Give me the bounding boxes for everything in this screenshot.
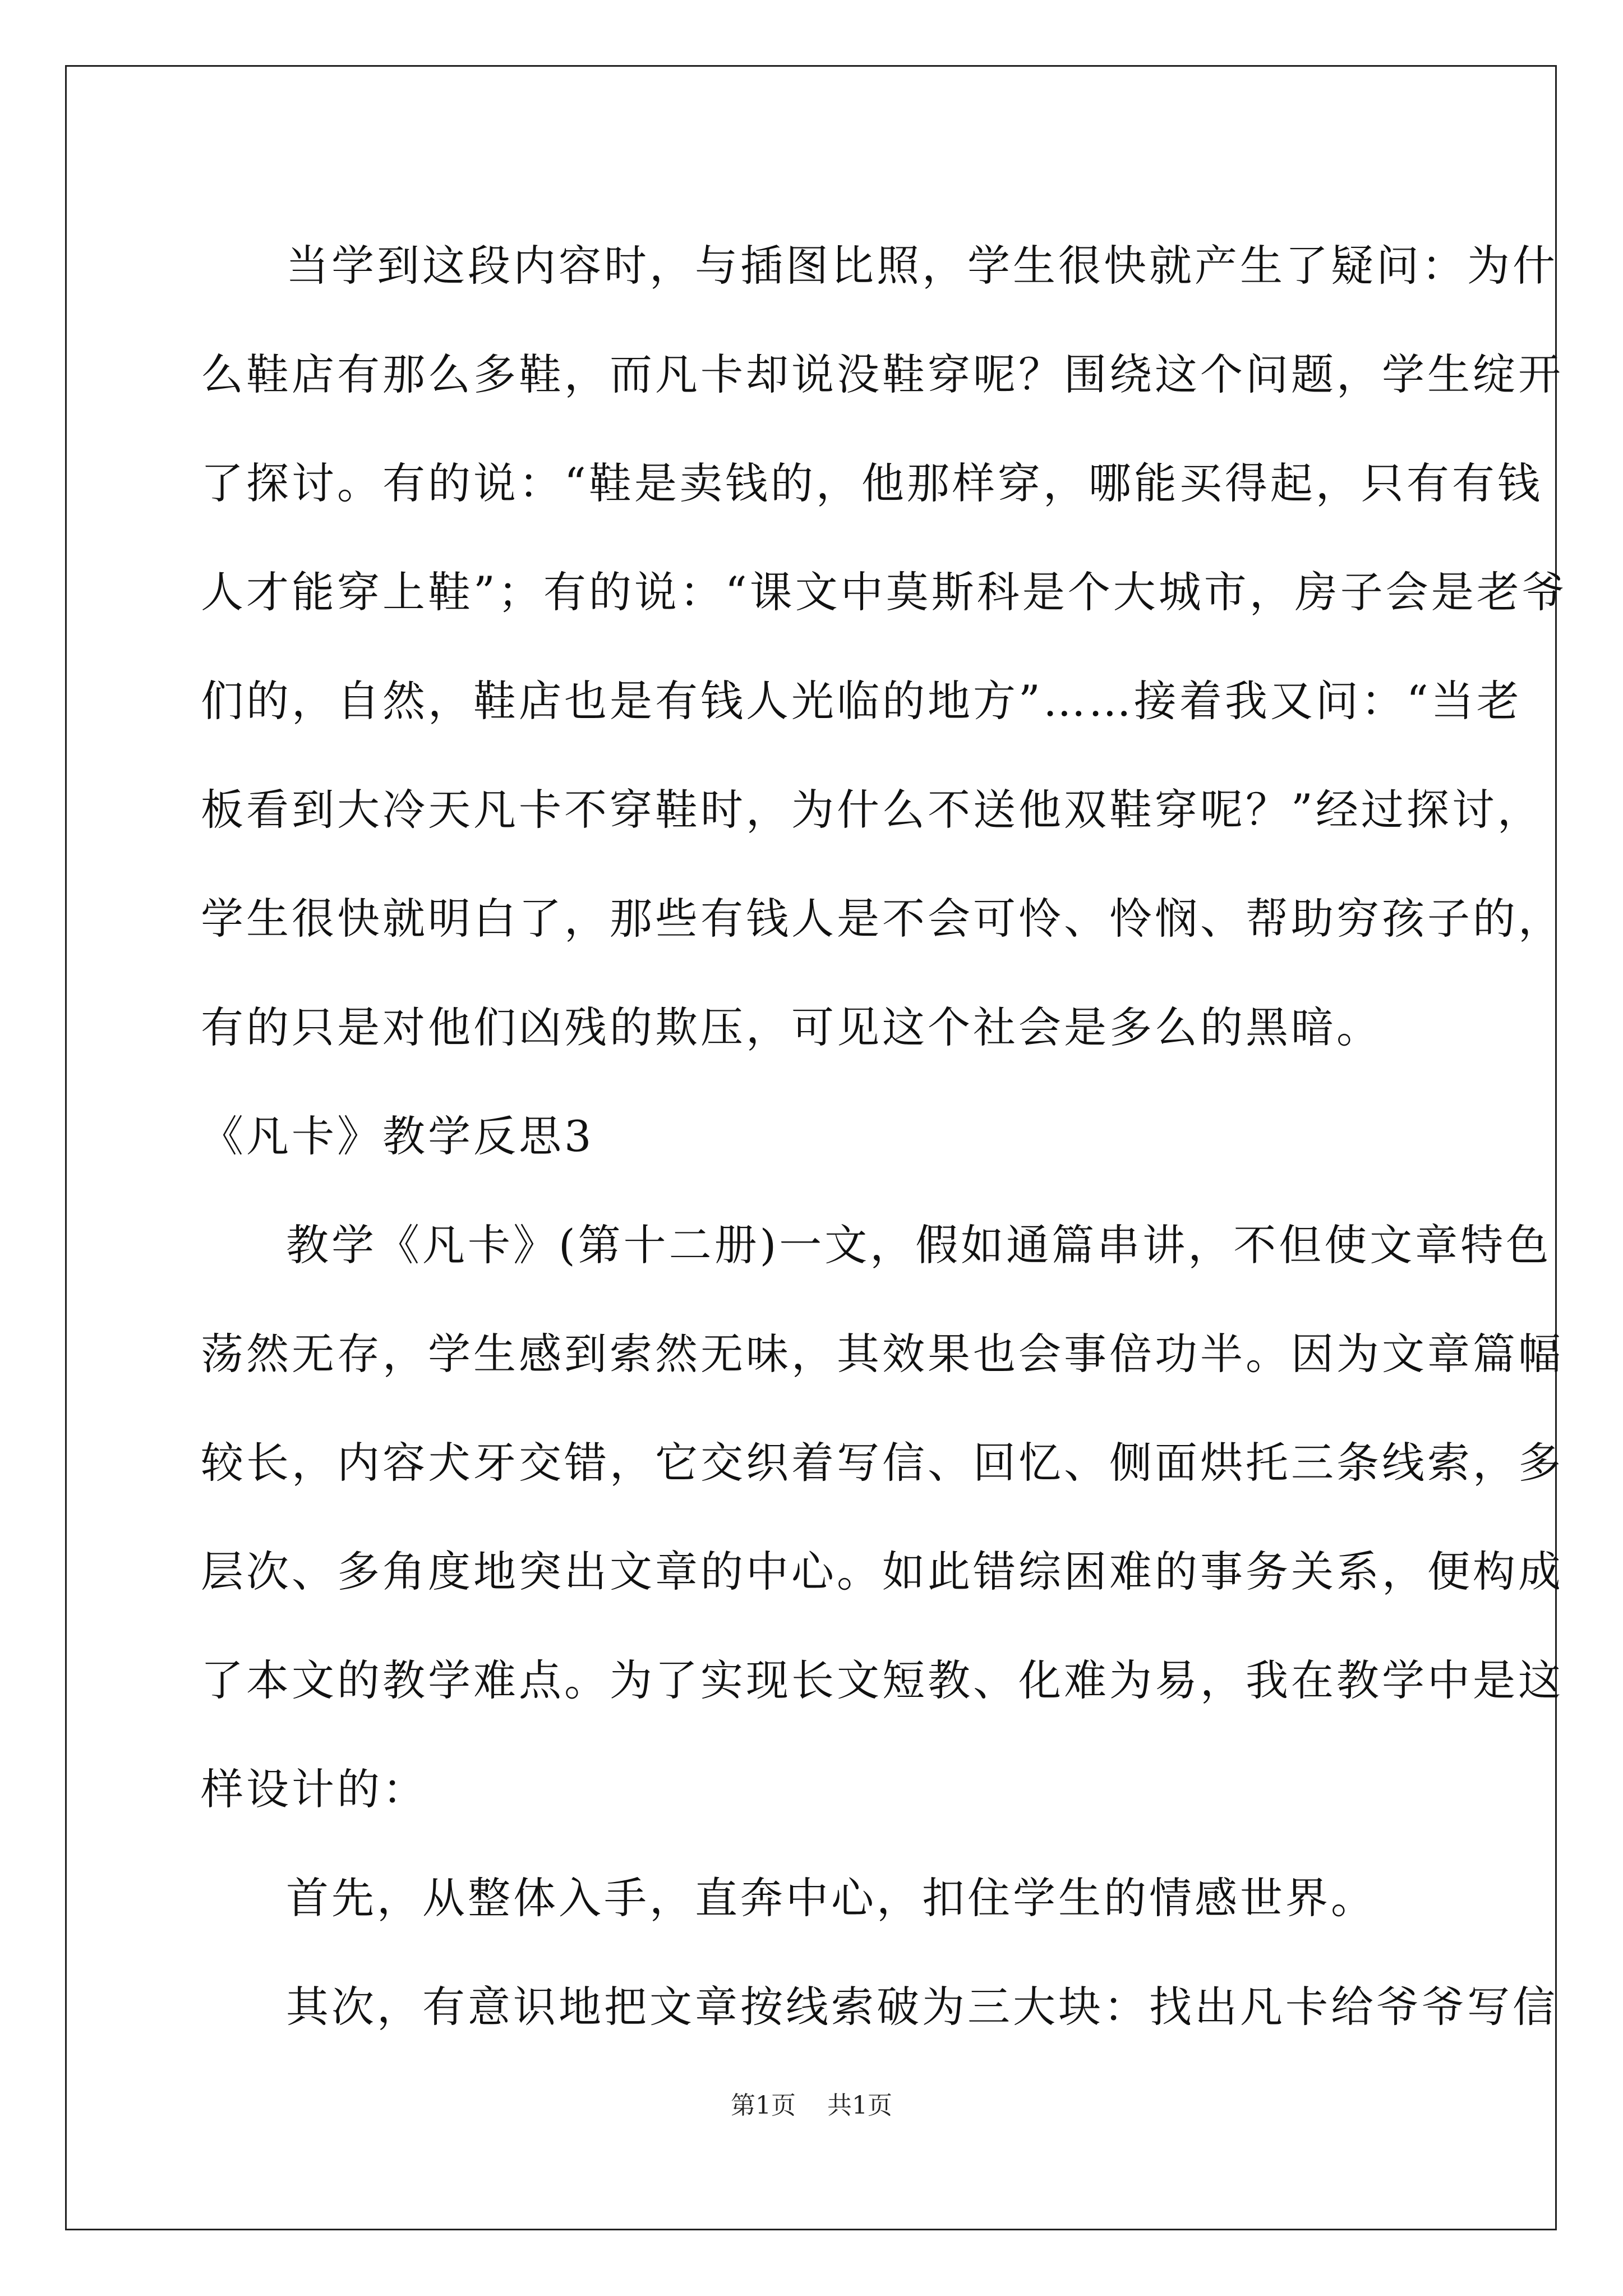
paragraph-line: 板看到大冷天凡卡不穿鞋时，为什么不送他双鞋穿呢？”经过探讨， [201, 785, 1543, 835]
paragraph-line: 有的只是对他们凶残的欺压，可见这个社会是多么的黑暗。 [201, 1002, 1382, 1052]
paragraph-line: 首先，从整体入手，直奔中心，扣住学生的情感世界。 [286, 1873, 1376, 1923]
paragraph-line: 学生很快就明白了，那些有钱人是不会可怜、怜悯、帮助穷孩子的， [201, 894, 1564, 944]
paragraph-line: 荡然无存，学生感到索然无味，其效果也会事倍功半。因为文章篇幅 [201, 1329, 1564, 1379]
document-body [201, 211, 1567, 2062]
page-number-current: 第1页 [731, 2091, 796, 2120]
paragraph-line: 较长，内容犬牙交错，它交织着写信、回忆、侧面烘托三条线索，多 [201, 1438, 1564, 1488]
page-number-total: 共1页 [827, 2091, 892, 2120]
page-footer [0, 2089, 1623, 2123]
paragraph-line: 教学《凡卡》(第十二册)一文，假如通篇串讲，不但使文章特色 [286, 1220, 1552, 1270]
paragraph-line: 样设计的： [201, 1764, 428, 1814]
paragraph-line: 其次，有意识地把文章按线索破为三大块：找出凡卡给爷爷写信 [286, 1982, 1558, 2032]
paragraph-line: 了本文的教学难点。为了实现长文短教、化难为易，我在教学中是这 [201, 1655, 1564, 1705]
section-heading: 《凡卡》教学反思3 [201, 1111, 594, 1161]
paragraph-line: 么鞋店有那么多鞋，而凡卡却说没鞋穿呢？围绕这个问题，学生绽开 [201, 349, 1564, 399]
paragraph-line: 层次、多角度地突出文章的中心。如此错综困难的事务关系，便构成 [201, 1547, 1564, 1596]
paragraph-line: 了探讨。有的说：“鞋是卖钱的，他那样穿，哪能买得起，只有有钱 [201, 458, 1543, 508]
paragraph-line: 当学到这段内容时，与插图比照，学生很快就产生了疑问：为什 [286, 241, 1558, 291]
paragraph-line: 人才能穿上鞋”；有的说：“课文中莫斯科是个大城市，房子会是老爷 [201, 567, 1567, 617]
paragraph-line: 们的，自然，鞋店也是有钱人光临的地方”……接着我又问：“当老 [201, 676, 1522, 726]
